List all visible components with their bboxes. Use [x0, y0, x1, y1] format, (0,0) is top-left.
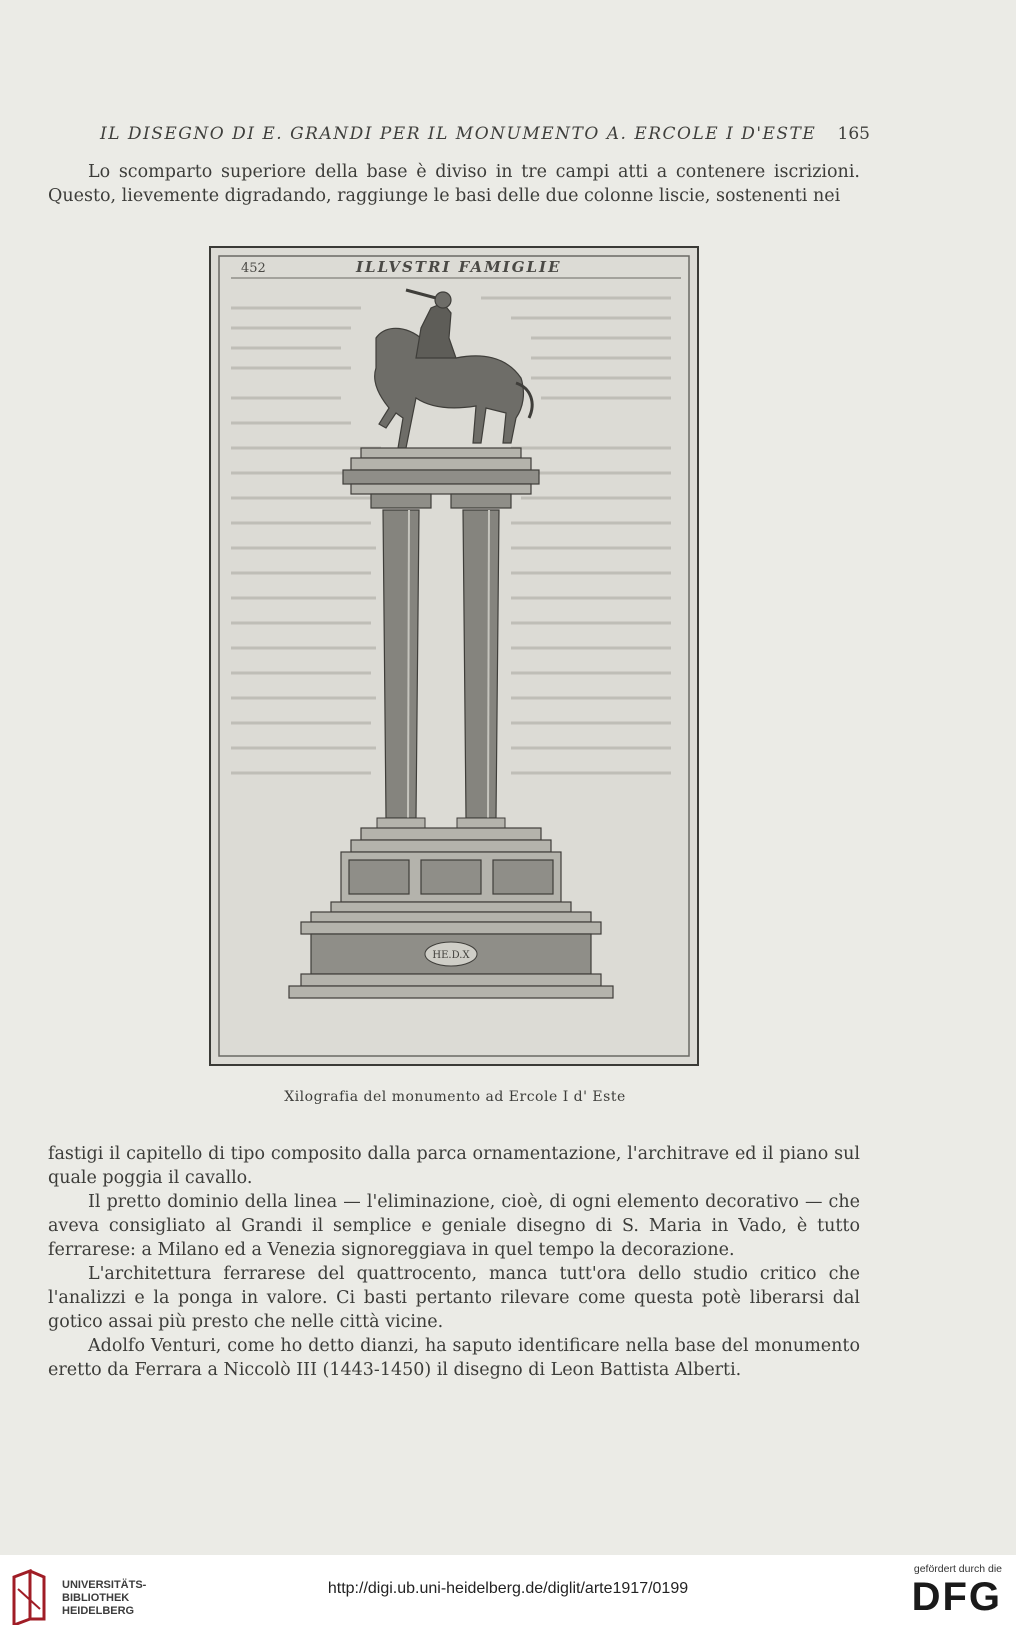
paragraph: fastigi il capitello di tipo composito dalla parca ornamentazione, l'architrave ed il piano sul quale poggia il cavallo.	[48, 1144, 860, 1188]
page-number: 165	[837, 124, 870, 144]
entablature	[343, 448, 539, 508]
equestrian-statue	[375, 290, 532, 448]
library-logo[interactable]	[10, 1569, 150, 1629]
running-header	[100, 124, 870, 144]
dfg-wordmark: DFG	[911, 1575, 1002, 1619]
paragraph: L'architettura ferrarese del quattrocento, manca tutt'ora dello studio critico che l'analizzi e la ponga in valore. Ci basti pertanto rilevare come questa potè liberarsi dal gotico assai più presto che nelle città vicine.	[48, 1264, 860, 1332]
pedestal	[289, 828, 613, 998]
top-paragraph	[48, 160, 860, 208]
source-url-link[interactable]: http://digi.ub.uni-heidelberg.de/diglit/arte1917/0199	[327, 1580, 689, 1597]
figure-caption: Xilografia del monumento ad Ercole I d' Este	[284, 1089, 626, 1105]
library-name: UNIVERSITÄTS- BIBLIOTHEK HEIDELBERG	[62, 1579, 147, 1617]
figure-page-ref: 452	[241, 261, 266, 276]
paragraph: Adolfo Venturi, come ho detto dianzi, ha saputo identificare nella base del monumento eretto da Ferrara a Niccolò III (1443-1450) il disegno di Leon Battista Alberti.	[48, 1336, 860, 1380]
woodcut-figure	[209, 246, 699, 1066]
header-title: IL DISEGNO DI E. GRANDI PER IL MONUMENTO A. ERCOLE I D'ESTE	[100, 124, 817, 144]
funding-note: gefördert durch die	[913, 1563, 1002, 1575]
paragraph: Lo scomparto superiore della base è diviso in tre campi atti a contenere iscrizioni. Questo, lievemente digradando, raggiunge le basi delle due colonne liscie, sostenenti nei	[48, 162, 860, 206]
footer-bar	[0, 1555, 1016, 1634]
body-text	[48, 1142, 860, 1382]
pedestal-plaque: HE.D.X	[432, 950, 470, 961]
figure-title: ILLVSTRI FAMIGLIE	[356, 258, 562, 276]
columns	[377, 510, 505, 828]
dfg-logo[interactable]	[890, 1563, 1002, 1619]
paragraph: Il pretto dominio della linea — l'eliminazione, cioè, di ogni elemento decorativo — che aveva consigliato al Grandi il semplice e geniale disegno di S. Maria in Vado, è tutto ferrarese: a Milano ed a Venezia signoreggiava in quel tempo la decorazione.	[48, 1192, 860, 1260]
monument-illustration	[211, 248, 697, 1064]
